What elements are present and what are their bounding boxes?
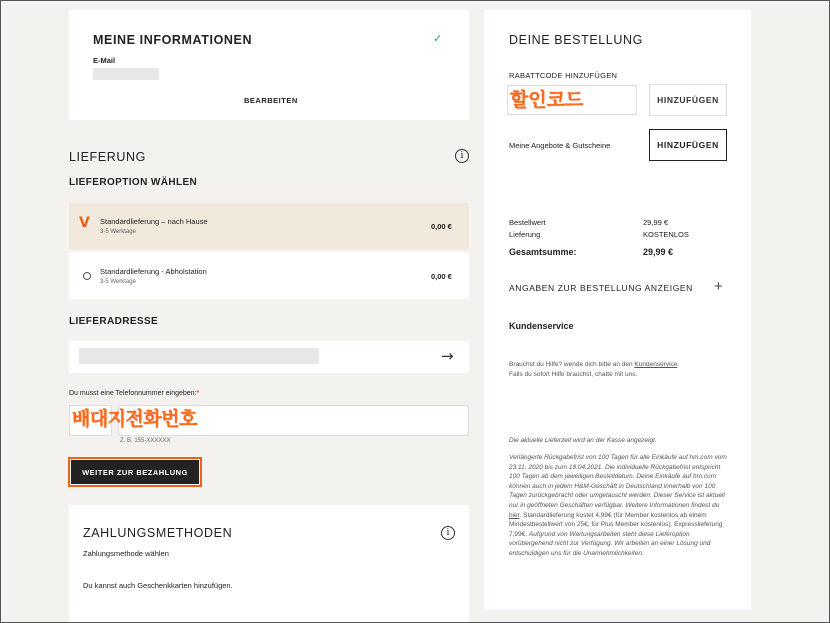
shipping-value: KOSTENLOS: [643, 230, 689, 239]
email-value-blurred: [93, 68, 159, 80]
returns-info: [509, 453, 731, 559]
edit-button[interactable]: BEARBEITEN: [244, 96, 298, 105]
info-icon[interactable]: i: [455, 149, 469, 163]
help-text-2: Falls du sofort Hilfe brauchst, chatte mit uns.: [509, 370, 638, 378]
my-info-card: [69, 10, 469, 120]
delivery-time-note: [509, 436, 729, 446]
phone-label-text: Du musst eine Telefonnummer eingeben:: [69, 390, 197, 397]
shipping-costs-text: Standardlieferung kostet 4,99€ (für Member kostenlos ab einem Mindestbestellwert von 25€, für Plus Member kostenlos).: [509, 511, 707, 529]
option-name: Standardlieferung – nach Hause: [100, 217, 208, 226]
payment-title: ZAHLUNGSMETHODEN: [83, 526, 233, 540]
offers-label: Meine Angebote & Gutscheine: [509, 141, 611, 150]
returns-info-link[interactable]: hier: [509, 511, 520, 519]
option-price: 0,00 €: [431, 222, 452, 231]
offers-add-button[interactable]: HINZUFÜGEN: [649, 129, 727, 161]
express-unavailable-text: Aufgrund von Wartungsarbeiten steht diese Lieferoption vorübergehend nicht zur Verfügung. Wir arbeiten an einer Lösung und entschuldigen uns für die Unannehmlichkeiten.: [509, 530, 711, 557]
discount-label: RABATTCODE HINZUFÜGEN: [509, 71, 618, 80]
required-mark: *: [196, 390, 200, 397]
order-value-label: Bestellwert: [509, 218, 546, 227]
order-title: DEINE BESTELLUNG: [509, 33, 643, 47]
show-order-details-toggle[interactable]: ANGABEN ZUR BESTELLUNG ANZEIGEN: [509, 283, 693, 293]
delivery-option-title: LIEFEROPTION WÄHLEN: [69, 177, 198, 188]
arrow-right-icon: →: [441, 347, 454, 365]
help-text-1-end: .: [677, 361, 680, 368]
option-name: Standardlieferung - Abholstation: [100, 267, 207, 276]
address-value-blurred: [79, 348, 319, 364]
order-summary-card: [484, 10, 751, 610]
phone-hint: Z. B. 155-XXXXXX: [120, 438, 171, 444]
selected-check-icon: V: [79, 215, 90, 231]
shipping-label: Lieferung: [509, 230, 541, 239]
address-row[interactable]: [69, 341, 469, 373]
delivery-option-pickup[interactable]: [69, 252, 469, 299]
payment-subtitle: Zahlungsmethode wählen: [83, 549, 169, 558]
delivery-title: LIEFERUNG: [69, 150, 146, 164]
returns-text-end: .: [519, 511, 522, 519]
discount-add-button[interactable]: HINZUFÜGEN: [649, 84, 727, 116]
phone-overlay-text: 배대지전화번호: [72, 408, 197, 430]
delivery-time-note-text: Die aktuelle Lieferzeit wird an der Kasse angezeigt.: [509, 437, 657, 444]
plus-icon[interactable]: +: [714, 278, 723, 295]
discount-overlay-text: 할인코드: [510, 89, 584, 111]
option-time: 3-5 Werktage: [100, 229, 136, 235]
address-title: LIEFERADRESSE: [69, 316, 159, 327]
returns-text: Verlängerte Rückgabefrist von 100 Tagen für alle Einkäufe auf hm.com vom 23.11. 2020 bis zum 18.04.2021. Die individuelle Rückgabefrist entspricht 100 Tagen ab dem jeweiligen Bestelldatum. Deine Einkäufe auf hm.com können auch in jedem H&M-Geschäft in Deutschland innerhalb von 100 Tagen zurückgebracht oder umgetauscht werden. Dieser Service ist aktuell nur in geöffneten Geschäften verfügbar. Weitere Informationen findest du: [509, 454, 727, 509]
express-price-text: Expresslieferung 7,99€.: [509, 521, 723, 538]
total-label: Gesamtsumme:: [509, 247, 577, 257]
total-value: 29,99 €: [643, 247, 674, 257]
giftcard-note: Du kannst auch Geschenkkarten hinzufügen.: [83, 581, 233, 590]
order-value: 29,99 €: [643, 218, 669, 227]
info-icon[interactable]: i: [441, 526, 455, 540]
payment-card: [69, 505, 469, 623]
customer-service-link[interactable]: Kundenservice: [634, 361, 678, 368]
help-text-1: Brauchst du Hilfe? wende dich bitte an den: [509, 361, 633, 368]
radio-button[interactable]: [83, 272, 91, 280]
option-time: 3-5 Werktage: [100, 279, 136, 285]
option-price: 0,00 €: [431, 272, 452, 281]
customer-service-title: Kundenservice: [509, 321, 574, 331]
help-text: [509, 360, 729, 379]
email-label: E-Mail: [93, 56, 116, 65]
delivery-option-home[interactable]: [69, 203, 469, 249]
phone-label: [69, 390, 199, 397]
my-info-title: MEINE INFORMATIONEN: [93, 33, 253, 47]
continue-to-payment-button[interactable]: WEITER ZUR BEZAHLUNG: [71, 460, 199, 484]
check-icon: ✓: [433, 33, 443, 45]
